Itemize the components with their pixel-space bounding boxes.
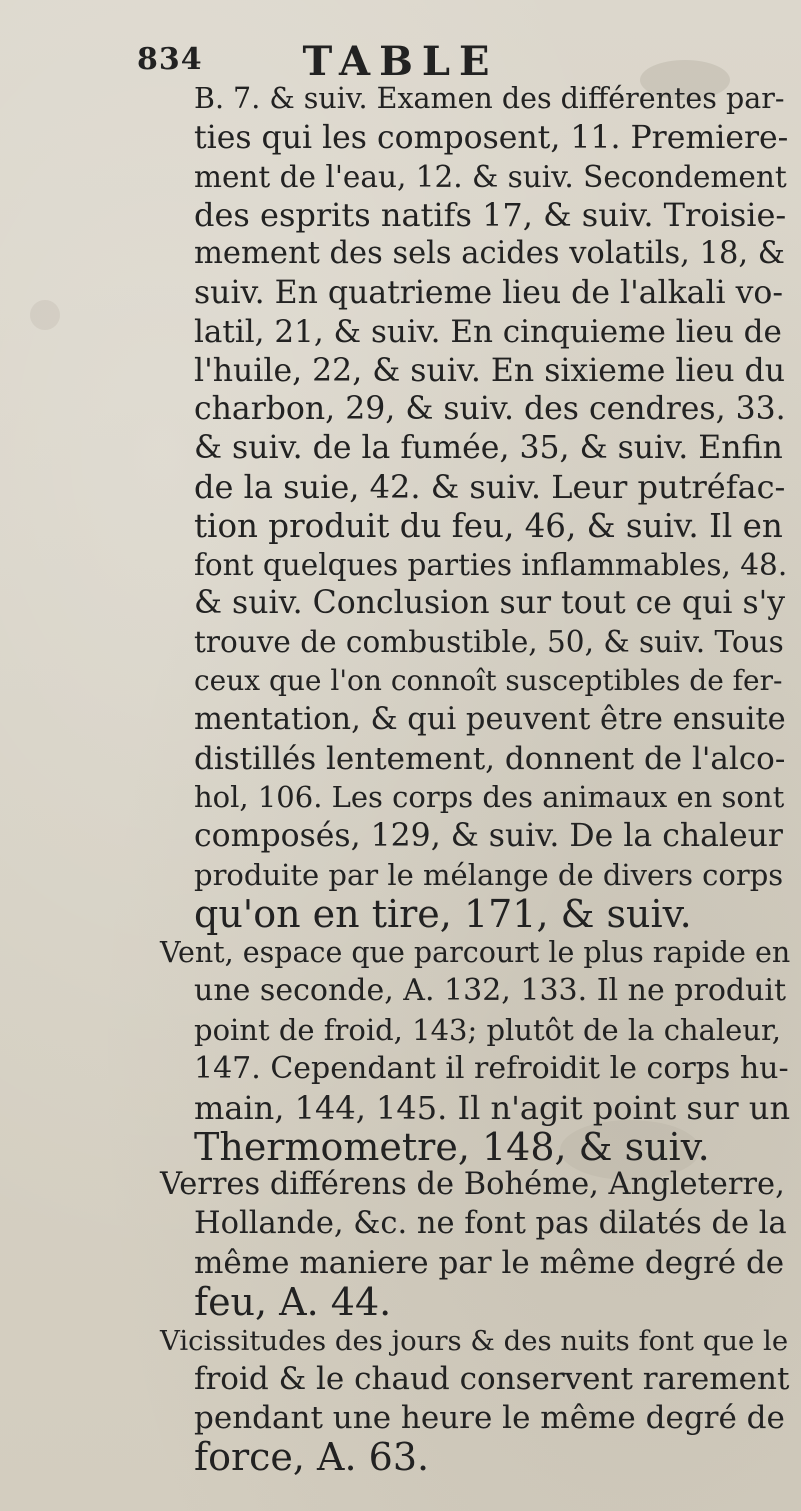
text-line: feu, A. 44. (194, 1279, 392, 1324)
page-number: 834 (137, 42, 203, 77)
text-line: des esprits natifs 17, & suiv. Troisie- (194, 196, 787, 235)
text-line: point de froid, 143; plutôt de la chaleur, (194, 1013, 781, 1048)
text-line: & suiv. Conclusion sur tout ce qui s'y (194, 585, 786, 622)
text-line: l'huile, 22, & suiv. En sixieme lieu du (194, 352, 785, 389)
text-line: charbon, 29, & suiv. des cendres, 33. (194, 391, 786, 428)
text-line: mentation, & qui peuvent être ensuite (194, 701, 786, 737)
text-line: font quelques parties inflammables, 48. (194, 547, 788, 582)
text-line: main, 144, 145. Il n'agit point sur un (194, 1088, 791, 1127)
text-line: mement des sels acides volatils, 18, & (194, 236, 785, 272)
text-line: latil, 21, & suiv. En cinquieme lieu de (194, 313, 782, 350)
text-line: de la suie, 42. & suiv. Leur putréfac- (194, 467, 786, 506)
text-line: qu'on en tire, 171, & suiv. (194, 891, 692, 936)
page-header (0, 28, 801, 88)
text-line: & suiv. de la fumée, 35, & suiv. Enfin (194, 430, 783, 467)
text-line: force, A. 63. (194, 1434, 430, 1479)
text-line: tion produit du feu, 46, & suiv. Il en (194, 506, 783, 545)
text-line: distillés lentement, donnent de l'alco- (194, 740, 786, 777)
text-line: composés, 129, & suiv. De la chaleur (194, 818, 783, 855)
running-title: TABLE (302, 38, 499, 85)
text-line: produite par le mélange de divers corps (194, 857, 784, 892)
text-line: Hollande, &c. ne font pas dilatés de la (194, 1206, 787, 1242)
text-line: même maniere par le même degré de (194, 1244, 785, 1281)
text-line: 147. Cependant il refroidit le corps hu- (194, 1050, 789, 1086)
text-line: Vicissitudes des jours & des nuits font que le (160, 1324, 789, 1357)
text-line: Thermometre, 148, & suiv. (194, 1124, 710, 1169)
text-line: pendant une heure le même degré de (194, 1400, 785, 1437)
text-line: trouve de combustible, 50, & suiv. Tous (194, 625, 784, 660)
paper-stain (30, 300, 60, 330)
text-line: ties qui les composent, 11. Premiere- (194, 119, 789, 156)
index-text (160, 80, 791, 1479)
text-line: Vent, espace que parcourt le plus rapide en (160, 935, 791, 969)
text-line: ment de l'eau, 12. & suiv. Secondement (194, 159, 787, 194)
text-line: hol, 106. Les corps des animaux en sont (194, 780, 785, 815)
text-line: une seconde, A. 132, 133. Il ne produit (194, 973, 787, 1009)
text-line: ceux que l'on connoît susceptibles de fer- (194, 663, 783, 697)
text-line: froid & le chaud conservent rarement (194, 1361, 790, 1398)
text-line: Verres différens de Bohéme, Angleterre, (160, 1167, 785, 1203)
text-line: suiv. En quatrieme lieu de l'alkali vo- (194, 274, 784, 311)
text-line: B. 7. & suiv. Examen des différentes par- (194, 82, 785, 115)
